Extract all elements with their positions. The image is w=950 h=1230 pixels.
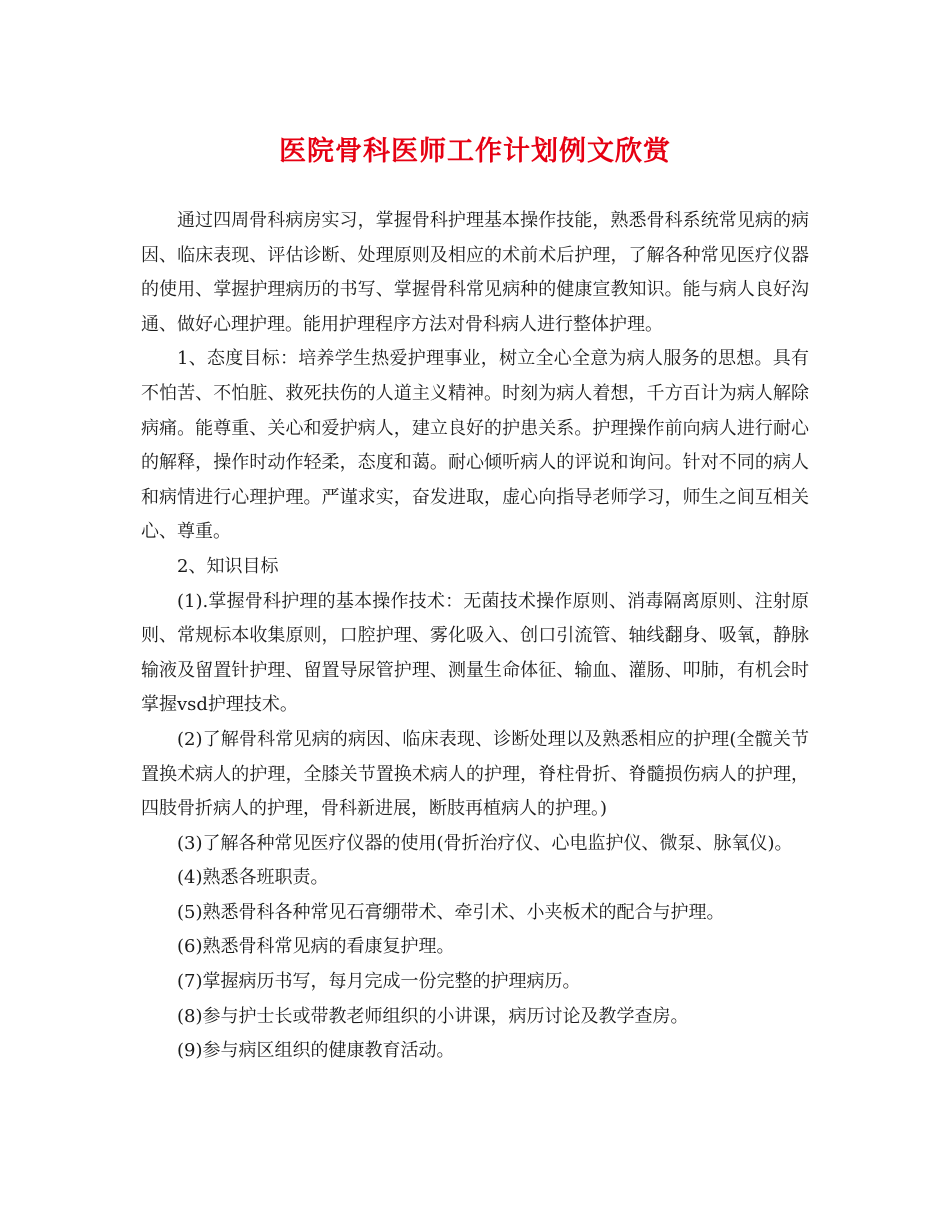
- paragraph-item-3: (3)了解各种常见医疗仪器的使用(骨折治疗仪、心电监护仪、微泵、脉氧仪)。: [177, 832, 793, 854]
- paragraph-attitude-goal: 1、态度目标：培养学生热爱护理事业，树立全心全意为病人服务的思想。具有不怕苦、不怕脏、救死扶伤的人道主义精神。时刻为病人着想，千方百计为病人解除病痛。能尊重、关心和爱护病人，建立良好的护患关系。护理操作前向病人进行耐心的解释，操作时动作轻柔，态度和蔼。耐心倾听病人的评说和询问。针对不同的病人和病情进行心理护理。严谨求实，奋发进取，虚心向指导老师学习，师生之间互相关心、尊重。: [141, 348, 809, 543]
- paragraph-intro: 通过四周骨科病房实习，掌握骨科护理基本操作技能，熟悉骨科系统常见病的病因、临床表现、评估诊断、处理原则及相应的术前术后护理，了解各种常见医疗仪器的使用、掌握护理病历的书写、掌握骨科常见病种的健康宣教知识。能与病人良好沟通、做好心理护理。能用护理程序方法对骨科病人进行整体护理。: [141, 210, 809, 335]
- paragraph-item-5: (5)熟悉骨科各种常见石膏绷带术、牵引术、小夹板术的配合与护理。: [177, 901, 725, 923]
- document-title: 医院骨科医师工作计划例文欣赏: [279, 136, 671, 167]
- paragraph-item-7: (7)掌握病历书写，每月完成一份完整的护理病历。: [177, 971, 581, 993]
- paragraph-item-4: (4)熟悉各班职责。: [177, 867, 329, 889]
- paragraph-item-2: (2)了解骨科常见病的病因、临床表现、诊断处理以及熟悉相应的护理(全髋关节置换术病人的护理，全膝关节置换术病人的护理，脊柱骨折、脊髓损伤病人的护理，四肢骨折病人的护理，骨科新进展，断肢再植病人的护理。): [141, 728, 809, 820]
- paragraph-item-8: (8)参与护士长或带教老师组织的小讲课，病历讨论及教学查房。: [177, 1005, 689, 1027]
- paragraph-item-1: (1).掌握骨科护理的基本操作技术：无菌技术操作原则、消毒隔离原则、注射原则、常规标本收集原则，口腔护理、雾化吸入、创口引流管、轴线翻身、吸氧，静脉输液及留置针护理、留置导尿管护理、测量生命体征、输血、灌肠、叩肺，有机会时掌握vsd护理技术。: [141, 590, 809, 716]
- paragraph-knowledge-goal-heading: 2、知识目标: [177, 555, 279, 577]
- paragraph-item-6: (6)熟悉骨科常见病的看康复护理。: [177, 936, 455, 958]
- document-body: [141, 204, 809, 1069]
- paragraph-item-9: (9)参与病区组织的健康教育活动。: [177, 1040, 455, 1062]
